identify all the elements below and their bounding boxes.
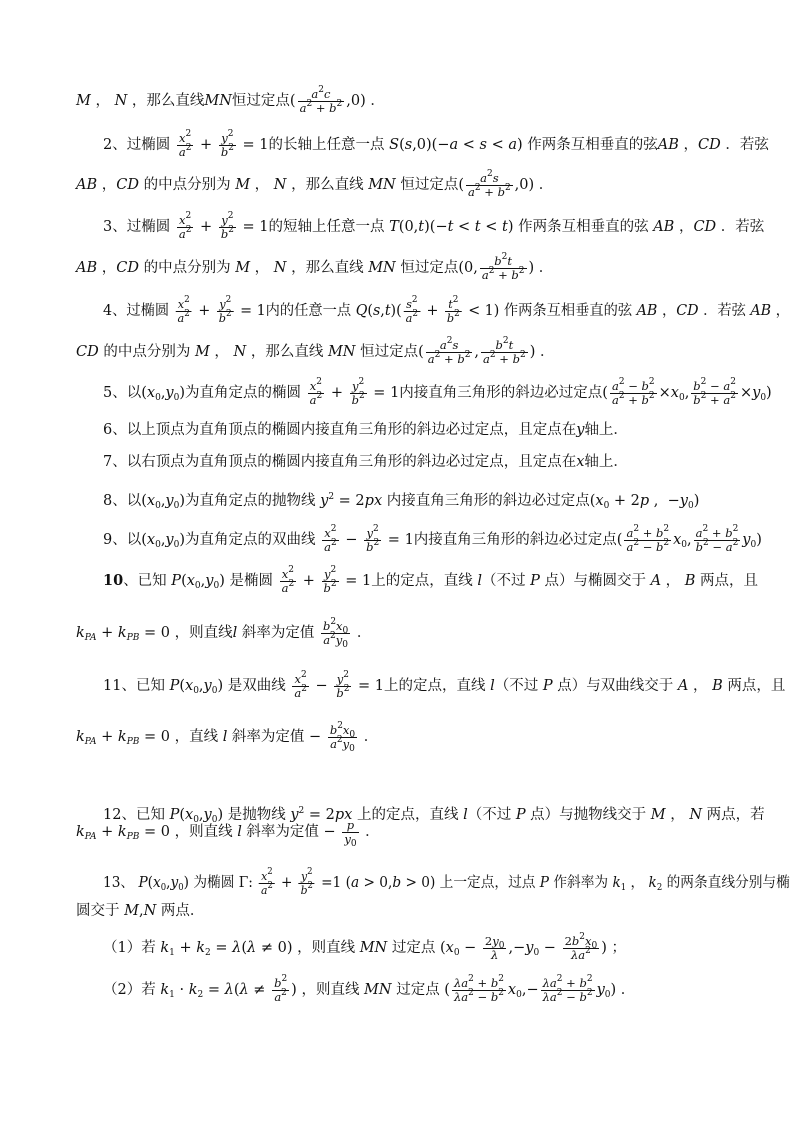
text-line-content: AB ，CD 的中点分别为 M ， N ，那么直线 MN 恒过定点(0, $\frac{b^2t}{a^2 + b^2}$ ) ． [76, 251, 554, 282]
text-line-content: 8、以$(x_0,y_0)$为直角定点的抛物线 $y^2 = 2px$ 内接直角三角形的斜边必过定点($x_0 + 2p$ , $-y_0$) [103, 492, 700, 511]
text-line [0, 253, 794, 283]
text-line-content: （1）若 $k_1 + k_2 = \lambda(\lambda \ne 0)$ ，则直线 MN 过定点 ($x_0$ − $\frac{2y_0}{\lambda}$ $,-y_0$ − $\frac{2b^2x_0}{\lambda a^2}$ ) ； [103, 931, 627, 962]
text-line [0, 486, 794, 516]
text-line-content: CD 的中点分别为 M ， N ，那么直线 MN 恒过定点( $\frac{a^2s}{a^2 + b^2}$ , $\frac{b^2t}{a^2 + b^2}$ ) ． [76, 335, 555, 366]
text-line [0, 618, 794, 648]
text-line [0, 671, 794, 701]
text-line-content: 4、过椭圆 $\frac{x^2}{a^2}$ + $\frac{y^2}{b^2}$ = 1内的任意一点 Q(s,t)( $\frac{s^2}{a^2}$ + $\frac{t^2}{b^2}$ < 1) 作两条互相垂直的弦 AB ，CD ．若弦 AB ， [103, 294, 790, 325]
text-line-content: 10、已知 $P(x_0,y_0)$ 是椭圆 $\frac{x^2}{a^2}$ + $\frac{y^2}{b^2}$ = 1上的定点，直线 l（不过 P 点）与椭圆交于 A ， B 两点，且 [103, 564, 759, 595]
text-line-content: M ， N ，那么直线MN恒过定点( $\frac{a^2c}{a^2 + b^2}$ ,0) ． [76, 84, 385, 115]
text-line-content: 11、已知 $P(x_0,y_0)$ 是双曲线 $\frac{x^2}{a^2}$ − $\frac{y^2}{b^2}$ = 1上的定点，直线 l（不过 P 点）与双曲线交于 A ， B 两点，且 [103, 669, 786, 700]
text-line [0, 86, 794, 116]
text-line [0, 933, 794, 963]
text-line-content: 6、以上顶点为直角顶点的椭圆内接直角三角形的斜边必过定点，且定点在y轴上． [103, 422, 628, 438]
text-line-content: 12、已知 $P(x_0,y_0)$ 是抛物线 $y^2 = 2px$ 上的定点，直线 l（不过 P 点）与抛物线交于 M ， N 两点，若 [103, 806, 765, 825]
text-line [0, 130, 794, 160]
text-line [0, 975, 794, 1005]
text-line-content: $k_{PA} + k_{PB} = 0$ ，则直线l 斜率为定值 $\frac{b^2x_0}{a^2y_0}$ ． [76, 616, 372, 650]
text-line-content: 3、过椭圆 $\frac{x^2}{a^2}$ + $\frac{y^2}{b^2}$ = 1的短轴上任意一点 T(0,t)(−t < t < t) 作两条互相垂直的弦 AB ，CD ．若弦 [103, 210, 765, 241]
text-line [0, 212, 794, 242]
text-line [0, 566, 794, 596]
text-line [0, 722, 794, 752]
text-line-content: 9、以$(x_0,y_0)$为直角定点的双曲线 $\frac{x^2}{a^2}$ − $\frac{y^2}{b^2}$ = 1内接直角三角形的斜边必过定点( $\frac{a^2 + b^2}{a^2 - b^2}$ $x_0$, $\frac{a^2 + b^2}{b^2 - a^2}$ $y_0$) [103, 523, 762, 554]
text-line [0, 170, 794, 200]
text-line-content: 7、以右顶点为直角顶点的椭圆内接直角三角形的斜边必过定点，且定点在x轴上． [103, 454, 628, 470]
text-line-content: 圆交于 M,N 两点． [76, 903, 205, 919]
text-line [0, 415, 794, 445]
text-line-content: （2）若 $k_1 \cdot k_2 = \lambda(\lambda$ ≠ $\frac{b^2}{a^2}$ ) ，则直线 MN 过定点 ( $\frac{\lambda a^2 + b^2}{\lambda a^2 - b^2}$ $x_0,-$ $\frac{\lambda a^2 + b^2}{\lambda a^2 - b^2}$ $y_0$) ． [103, 973, 636, 1004]
text-line [0, 896, 794, 926]
text-line-content: 5、以$(x_0,y_0)$为直角定点的椭圆 $\frac{x^2}{a^2}$ + $\frac{y^2}{b^2}$ = 1内接直角三角形的斜边必过定点( $\frac{a^2 - b^2}{a^2 + b^2}$ $\times x_0$, $\frac{b^2 - a^2}{b^2 + a^2}$ $\times y_0$) [103, 376, 772, 407]
text-line [0, 525, 794, 555]
text-line [0, 447, 794, 477]
text-line [0, 296, 794, 326]
text-line [0, 817, 794, 847]
text-line-content: AB ，CD 的中点分别为 M ， N ，那么直线 MN 恒过定点( $\frac{a^2s}{a^2 + b^2}$ ,0) ． [76, 168, 554, 199]
text-line [0, 868, 794, 898]
text-line-content: 13、 $P(x_0,y_0)$ 为椭圆 Γ: $\frac{x^2}{a^2}$ + $\frac{y^2}{b^2}$ =1 (a > 0,b > 0) 上一定点，过点 P 作斜率为 $k_1$ ， $k_2$ 的两条直线分别与椭 [103, 866, 790, 897]
text-line [0, 337, 794, 367]
text-line-content: $k_{PA} + k_{PB} = 0$ ，则直线 l 斜率为定值 − $\frac{p}{y_0}$ ． [76, 817, 380, 849]
text-line [0, 378, 794, 408]
text-line-content: 2、过椭圆 $\frac{x^2}{a^2}$ + $\frac{y^2}{b^2}$ = 1的长轴上任意一点 S(s,0)(−a < s < a) 作两条互相垂直的弦AB ，CD ．若弦 [103, 128, 769, 159]
text-line-content: $k_{PA} + k_{PB} = 0$ ，直线 l 斜率为定值 − $\frac{b^2x_0}{a^2y_0}$ ． [76, 720, 379, 754]
